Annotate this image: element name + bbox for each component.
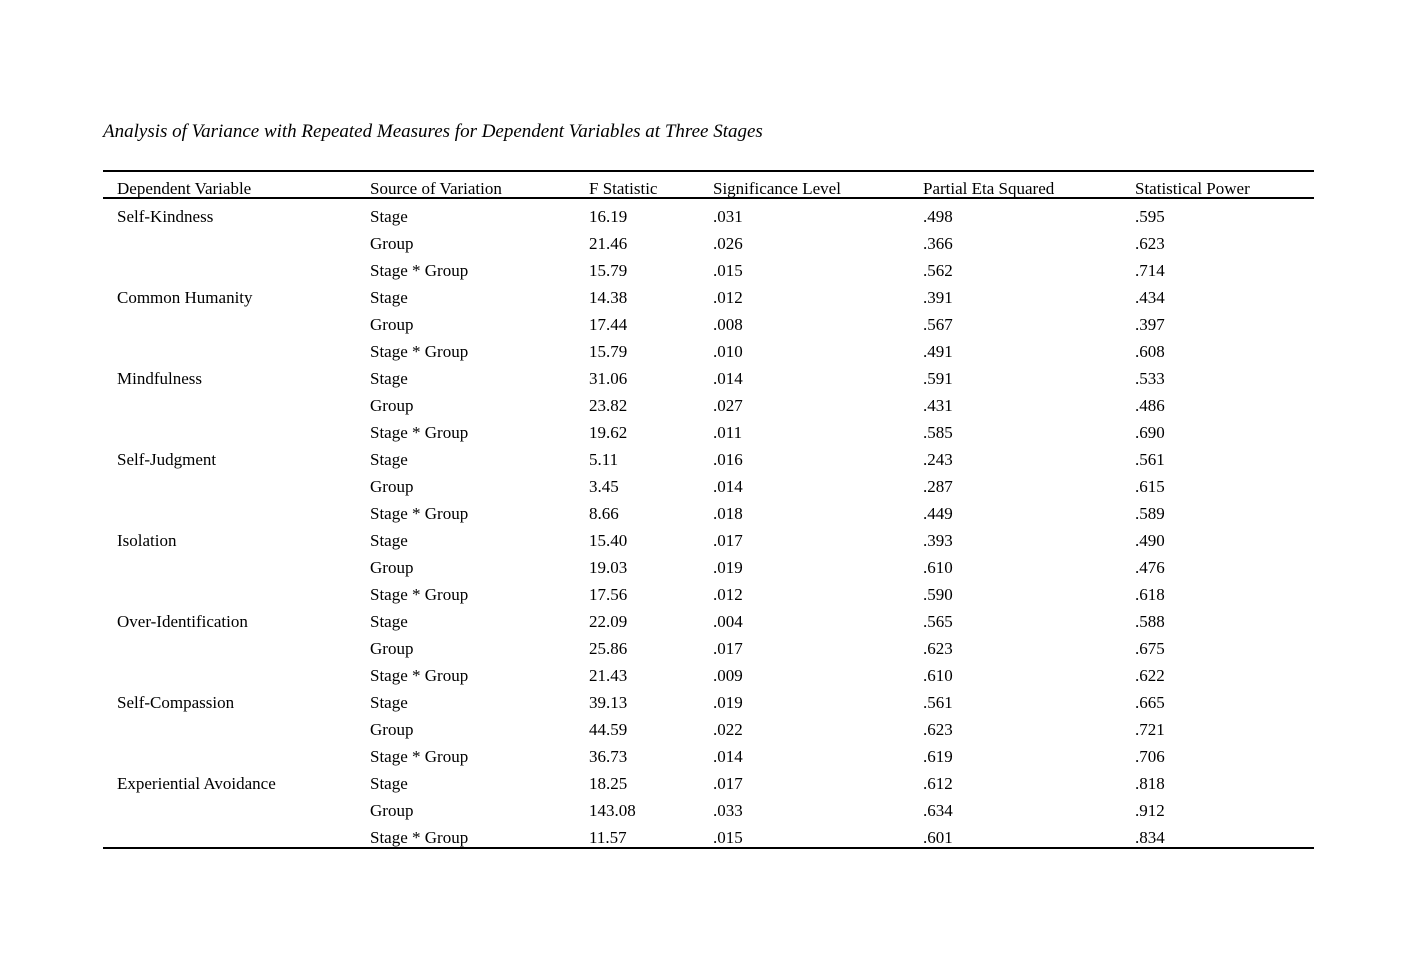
f-statistic-cell: 14.38 <box>589 288 628 307</box>
f-statistic-cell: 8.66 <box>589 504 619 523</box>
eta-squared-cell: .623 <box>923 720 953 739</box>
table-row <box>103 361 1314 388</box>
significance-cell: .017 <box>713 774 743 793</box>
f-statistic-cell: 17.56 <box>589 585 628 604</box>
power-cell: .561 <box>1135 450 1165 469</box>
source-cell: Group <box>370 639 414 658</box>
significance-cell: .017 <box>713 531 743 550</box>
eta-squared-cell: .391 <box>923 288 953 307</box>
table-row <box>103 442 1314 469</box>
table-title: Analysis of Variance with Repeated Measures for Dependent Variables at Three Stages <box>103 121 763 142</box>
significance-cell: .004 <box>713 612 743 631</box>
table-row <box>103 577 1314 604</box>
eta-squared-cell: .393 <box>923 531 953 550</box>
f-statistic-cell: 3.45 <box>589 477 619 496</box>
f-statistic-cell: 19.62 <box>589 423 628 442</box>
f-statistic-cell: 18.25 <box>589 774 628 793</box>
f-statistic-cell: 25.86 <box>589 639 628 658</box>
eta-squared-cell: .591 <box>923 369 953 388</box>
table-row <box>103 415 1314 442</box>
significance-cell: .033 <box>713 801 743 820</box>
table-row <box>103 550 1314 577</box>
table-row <box>103 631 1314 658</box>
table-row <box>103 766 1314 793</box>
power-cell: .608 <box>1135 342 1165 361</box>
source-cell: Stage <box>370 288 408 307</box>
table-row <box>103 469 1314 496</box>
significance-cell: .009 <box>713 666 743 685</box>
source-cell: Stage * Group <box>370 747 469 766</box>
table-row <box>103 334 1314 361</box>
source-cell: Stage * Group <box>370 342 469 361</box>
column-header: Source of Variation <box>370 179 502 198</box>
source-cell: Stage * Group <box>370 261 469 280</box>
power-cell: .434 <box>1135 288 1165 307</box>
source-cell: Stage * Group <box>370 666 469 685</box>
significance-cell: .014 <box>713 747 743 766</box>
eta-squared-cell: .623 <box>923 639 953 658</box>
table-row <box>103 253 1314 280</box>
f-statistic-cell: 15.79 <box>589 342 628 361</box>
f-statistic-cell: 15.40 <box>589 531 628 550</box>
table-row <box>103 307 1314 334</box>
power-cell: .834 <box>1135 828 1165 847</box>
power-cell: .714 <box>1135 261 1165 280</box>
eta-squared-cell: .449 <box>923 504 953 523</box>
power-cell: .595 <box>1135 207 1165 226</box>
column-header: Dependent Variable <box>117 179 252 198</box>
power-cell: .912 <box>1135 801 1165 820</box>
dependent-variable-cell: Common Humanity <box>117 288 253 307</box>
power-cell: .589 <box>1135 504 1165 523</box>
significance-cell: .026 <box>713 234 743 253</box>
eta-squared-cell: .610 <box>923 666 953 685</box>
source-cell: Group <box>370 234 414 253</box>
significance-cell: .015 <box>713 828 743 847</box>
significance-cell: .016 <box>713 450 743 469</box>
significance-cell: .018 <box>713 504 743 523</box>
table-body <box>103 199 1314 849</box>
f-statistic-cell: 143.08 <box>589 801 636 820</box>
power-cell: .490 <box>1135 531 1165 550</box>
power-cell: .721 <box>1135 720 1165 739</box>
column-header: Statistical Power <box>1135 179 1250 198</box>
significance-cell: .015 <box>713 261 743 280</box>
f-statistic-cell: 39.13 <box>589 693 628 712</box>
significance-cell: .019 <box>713 693 743 712</box>
dependent-variable-cell: Mindfulness <box>117 369 202 388</box>
significance-cell: .014 <box>713 477 743 496</box>
table-row <box>103 226 1314 253</box>
table-row <box>103 820 1314 847</box>
power-cell: .665 <box>1135 693 1165 712</box>
source-cell: Stage <box>370 693 408 712</box>
dependent-variable-cell: Self-Compassion <box>117 693 235 712</box>
column-header: Partial Eta Squared <box>923 179 1055 198</box>
table-row <box>103 388 1314 415</box>
f-statistic-cell: 36.73 <box>589 747 628 766</box>
power-cell: .486 <box>1135 396 1165 415</box>
source-cell: Group <box>370 396 414 415</box>
f-statistic-cell: 17.44 <box>589 315 628 334</box>
table-row <box>103 685 1314 712</box>
eta-squared-cell: .567 <box>923 315 953 334</box>
power-cell: .476 <box>1135 558 1165 577</box>
f-statistic-cell: 21.46 <box>589 234 628 253</box>
eta-squared-cell: .634 <box>923 801 953 820</box>
source-cell: Stage * Group <box>370 504 469 523</box>
dependent-variable-cell: Over-Identification <box>117 612 248 631</box>
f-statistic-cell: 44.59 <box>589 720 628 739</box>
power-cell: .690 <box>1135 423 1165 442</box>
f-statistic-cell: 11.57 <box>589 828 627 847</box>
table-header-row <box>103 170 1314 199</box>
significance-cell: .011 <box>713 423 743 442</box>
power-cell: .623 <box>1135 234 1165 253</box>
significance-cell: .008 <box>713 315 743 334</box>
significance-cell: .027 <box>713 396 743 415</box>
power-cell: .588 <box>1135 612 1165 631</box>
eta-squared-cell: .287 <box>923 477 953 496</box>
dependent-variable-cell: Experiential Avoidance <box>117 774 276 793</box>
f-statistic-cell: 16.19 <box>589 207 628 226</box>
eta-squared-cell: .601 <box>923 828 953 847</box>
significance-cell: .019 <box>713 558 743 577</box>
table-row <box>103 523 1314 550</box>
significance-cell: .012 <box>713 288 743 307</box>
power-cell: .706 <box>1135 747 1165 766</box>
eta-squared-cell: .498 <box>923 207 953 226</box>
significance-cell: .017 <box>713 639 743 658</box>
dependent-variable-cell: Self-Judgment <box>117 450 217 469</box>
power-cell: .615 <box>1135 477 1165 496</box>
source-cell: Group <box>370 801 414 820</box>
f-statistic-cell: 22.09 <box>589 612 628 631</box>
source-cell: Stage * Group <box>370 828 469 847</box>
source-cell: Group <box>370 558 414 577</box>
eta-squared-cell: .585 <box>923 423 953 442</box>
eta-squared-cell: .610 <box>923 558 953 577</box>
eta-squared-cell: .561 <box>923 693 953 712</box>
table-row <box>103 658 1314 685</box>
power-cell: .675 <box>1135 639 1165 658</box>
eta-squared-cell: .565 <box>923 612 953 631</box>
eta-squared-cell: .491 <box>923 342 953 361</box>
power-cell: .818 <box>1135 774 1165 793</box>
significance-cell: .031 <box>713 207 743 226</box>
source-cell: Stage <box>370 531 408 550</box>
dependent-variable-cell: Isolation <box>117 531 177 550</box>
significance-cell: .022 <box>713 720 743 739</box>
f-statistic-cell: 23.82 <box>589 396 628 415</box>
column-header: Significance Level <box>713 179 841 198</box>
eta-squared-cell: .366 <box>923 234 953 253</box>
f-statistic-cell: 19.03 <box>589 558 628 577</box>
eta-squared-cell: .562 <box>923 261 953 280</box>
source-cell: Stage <box>370 207 408 226</box>
table-row <box>103 712 1314 739</box>
power-cell: .622 <box>1135 666 1165 685</box>
power-cell: .618 <box>1135 585 1165 604</box>
f-statistic-cell: 15.79 <box>589 261 628 280</box>
source-cell: Stage <box>370 369 408 388</box>
power-cell: .397 <box>1135 315 1165 334</box>
power-cell: .533 <box>1135 369 1165 388</box>
dependent-variable-cell: Self-Kindness <box>117 207 214 226</box>
table-row <box>103 604 1314 631</box>
f-statistic-cell: 21.43 <box>589 666 628 685</box>
f-statistic-cell: 5.11 <box>589 450 619 469</box>
source-cell: Stage <box>370 774 408 793</box>
table-row <box>103 199 1314 226</box>
source-cell: Group <box>370 720 414 739</box>
table-row <box>103 793 1314 820</box>
source-cell: Stage * Group <box>370 585 469 604</box>
anova-table <box>103 170 1314 849</box>
source-cell: Group <box>370 315 414 334</box>
eta-squared-cell: .243 <box>923 450 953 469</box>
source-cell: Group <box>370 477 414 496</box>
eta-squared-cell: .619 <box>923 747 953 766</box>
source-cell: Stage <box>370 450 408 469</box>
table-row <box>103 280 1314 307</box>
eta-squared-cell: .431 <box>923 396 953 415</box>
eta-squared-cell: .590 <box>923 585 953 604</box>
table-row <box>103 496 1314 523</box>
table-row <box>103 739 1314 766</box>
significance-cell: .014 <box>713 369 743 388</box>
significance-cell: .010 <box>713 342 743 361</box>
source-cell: Stage <box>370 612 408 631</box>
column-header: F Statistic <box>589 179 658 198</box>
source-cell: Stage * Group <box>370 423 469 442</box>
f-statistic-cell: 31.06 <box>589 369 628 388</box>
significance-cell: .012 <box>713 585 743 604</box>
eta-squared-cell: .612 <box>923 774 953 793</box>
